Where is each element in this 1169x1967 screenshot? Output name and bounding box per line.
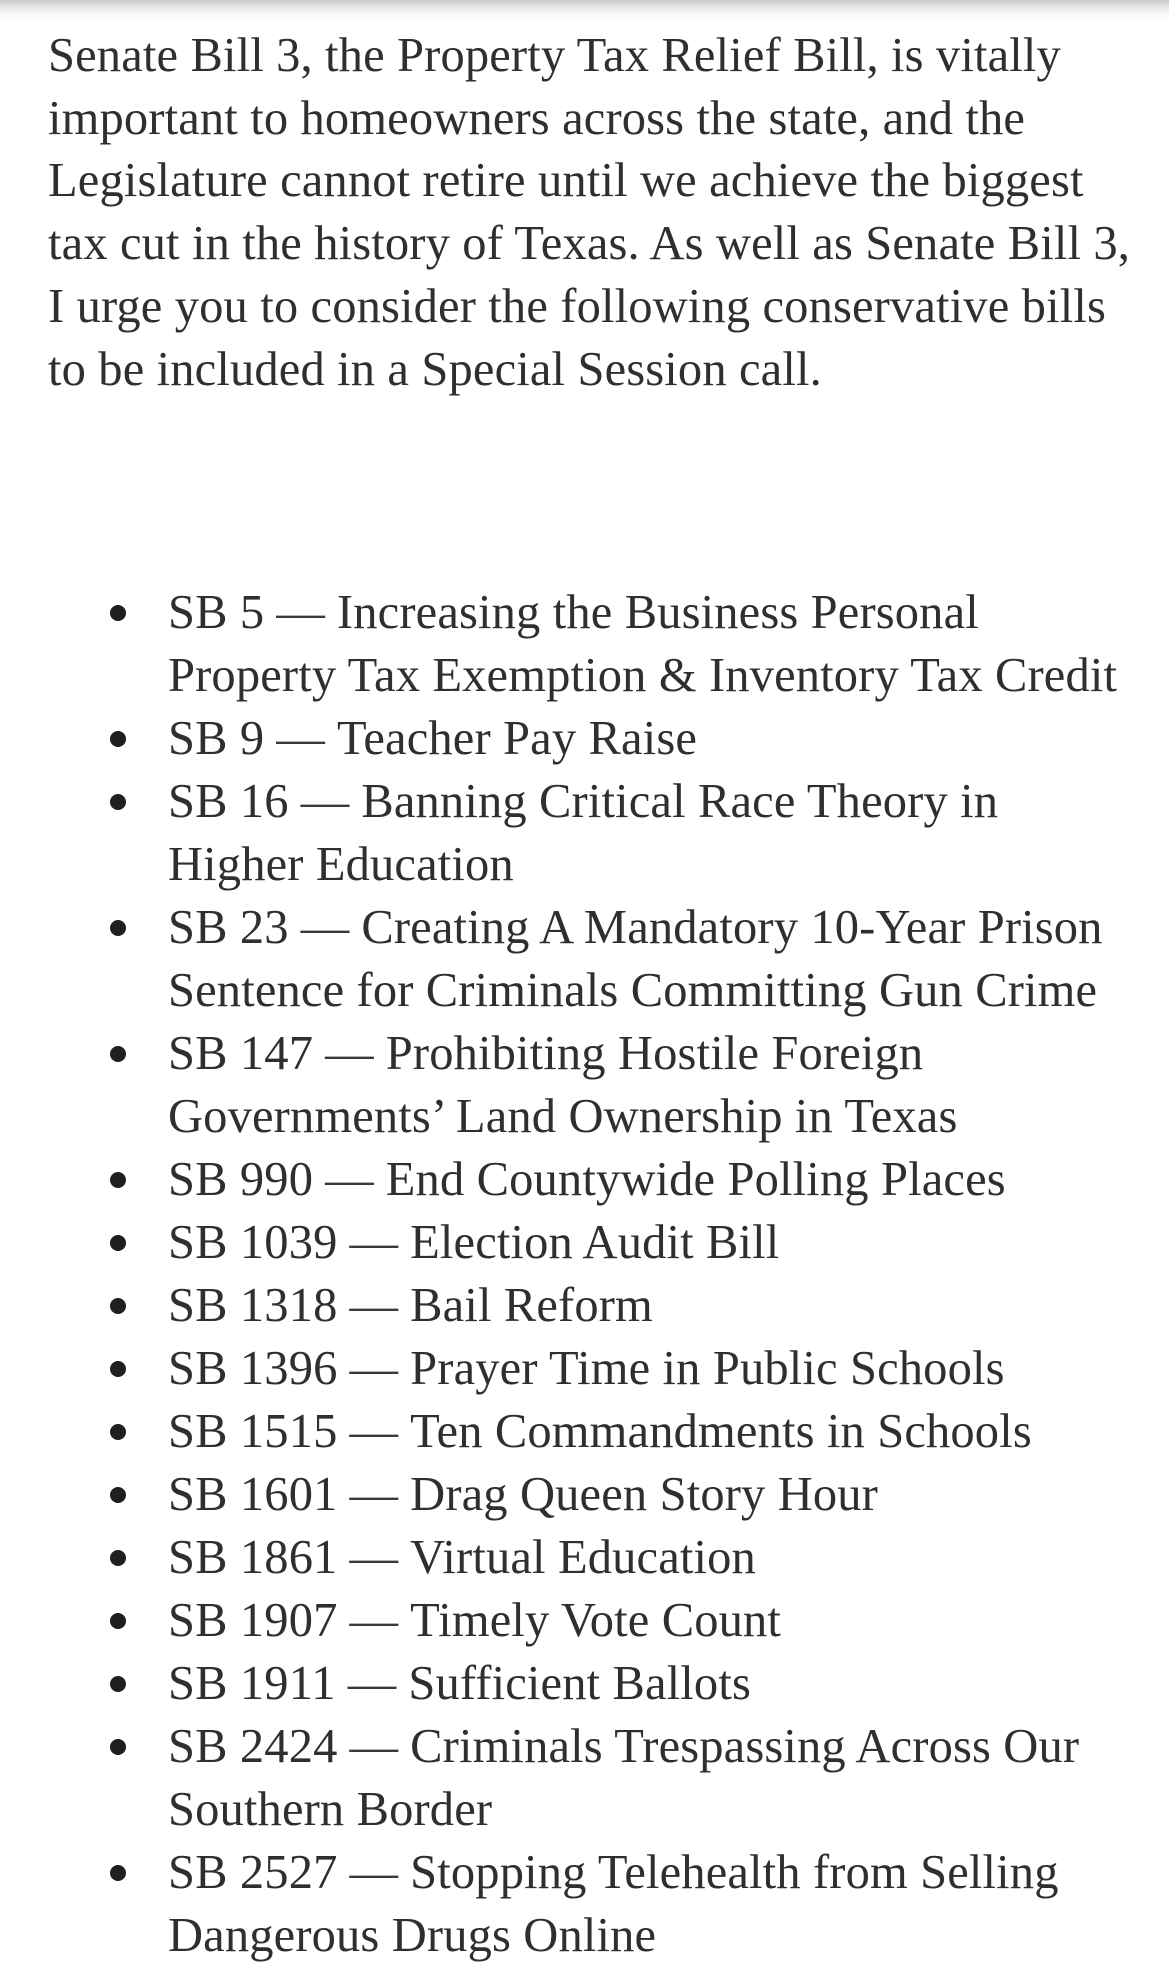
bill-number: SB 1907 [168, 1594, 338, 1648]
bill-title: Teacher Pay Raise [336, 712, 698, 766]
bill-title: Ten Commandments in Schools [410, 1405, 1032, 1459]
em-dash-separator: — [325, 1153, 374, 1207]
em-dash-separator: — [349, 1846, 399, 1900]
bill-title: Prohibiting Hostile Foreign Governments’ Land Ownership in Texas [168, 1027, 958, 1144]
bill-list [48, 581, 1138, 1967]
bill-item-sb-1907 [48, 1589, 1138, 1652]
bill-item-sb-1911 [48, 1652, 1138, 1715]
bill-number: SB 1861 [168, 1531, 338, 1585]
bill-number: SB 1039 [168, 1216, 338, 1270]
em-dash-separator: — [300, 775, 350, 829]
em-dash-separator: — [349, 1594, 399, 1648]
bill-number: SB 1515 [168, 1405, 338, 1459]
bill-item-sb-1601 [48, 1463, 1138, 1526]
em-dash-separator: — [325, 1027, 374, 1081]
em-dash-separator: — [276, 712, 325, 766]
bill-number: SB 2424 [168, 1720, 338, 1774]
bill-title: Criminals Trespassing Across Our Southern Border [168, 1720, 1080, 1837]
em-dash-separator: — [349, 1342, 399, 1396]
em-dash-separator: — [300, 901, 350, 955]
bullet-icon [110, 794, 126, 810]
bill-item-sb-990 [48, 1148, 1138, 1211]
bill-item-sb-1318 [48, 1274, 1138, 1337]
em-dash-separator: — [349, 1468, 399, 1522]
bill-title: Stopping Telehealth from Selling Dangerous Drugs Online [168, 1846, 1059, 1963]
bill-item-sb-5 [48, 581, 1138, 707]
bill-item-sb-23 [48, 896, 1138, 1022]
bill-item-sb-2424 [48, 1715, 1138, 1841]
bullet-icon [110, 1172, 126, 1188]
bill-title: Election Audit Bill [410, 1216, 780, 1270]
em-dash-separator: — [349, 1531, 399, 1585]
intro-paragraph: Senate Bill 3, the Property Tax Relief Bill, is vitally important to homeowners across the state, and the Legislature cannot retire until we achieve the biggest tax cut in the history of Texas. As well as Senate Bill 3, I urge you to consider the following conservative bills to be included in a Special Session call. [48, 29, 1131, 396]
bullet-icon [110, 1550, 126, 1566]
em-dash-separator: — [349, 1279, 399, 1333]
bullet-icon [110, 1865, 126, 1881]
bill-item-sb-1396 [48, 1337, 1138, 1400]
bill-item-sb-147 [48, 1022, 1138, 1148]
bill-number: SB 1396 [168, 1342, 338, 1396]
top-shadow-divider [0, 0, 1169, 20]
bill-number: SB 147 [168, 1027, 314, 1081]
bill-item-sb-1039 [48, 1211, 1138, 1274]
bill-item-sb-1515 [48, 1400, 1138, 1463]
bill-number: SB 23 [168, 901, 289, 955]
bullet-icon [110, 1298, 126, 1314]
bill-item-sb-2527 [48, 1841, 1138, 1967]
bill-title: Timely Vote Count [410, 1594, 782, 1648]
bullet-icon [110, 1046, 126, 1062]
document-body [48, 25, 1138, 1967]
bill-number: SB 1601 [168, 1468, 338, 1522]
bill-number: SB 16 [168, 775, 289, 829]
bullet-icon [110, 1361, 126, 1377]
bill-item-sb-9 [48, 707, 1138, 770]
bullet-icon [110, 920, 126, 936]
bill-number: SB 1318 [168, 1279, 338, 1333]
bill-title: End Countywide Polling Places [385, 1153, 1006, 1207]
em-dash-separator: — [349, 1405, 399, 1459]
bill-title: Banning Critical Race Theory in Higher Education [168, 775, 999, 892]
bullet-icon [110, 1739, 126, 1755]
bullet-icon [110, 605, 126, 621]
bill-title: Sufficient Ballots [408, 1657, 751, 1711]
bullet-icon [110, 1424, 126, 1440]
bill-number: SB 9 [168, 712, 265, 766]
em-dash-separator: — [276, 586, 325, 640]
bill-number: SB 5 [168, 586, 265, 640]
bill-number: SB 1911 [168, 1657, 336, 1711]
bill-title: Creating A Mandatory 10-Year Prison Sentence for Criminals Committing Gun Crime [168, 901, 1103, 1018]
bullet-icon [110, 1613, 126, 1629]
bill-title: Drag Queen Story Hour [410, 1468, 878, 1522]
bullet-icon [110, 1487, 126, 1503]
em-dash-separator: — [349, 1720, 399, 1774]
bullet-icon [110, 1676, 126, 1692]
em-dash-separator: — [347, 1657, 397, 1711]
bill-item-sb-1861 [48, 1526, 1138, 1589]
em-dash-separator: — [349, 1216, 399, 1270]
bullet-icon [110, 731, 126, 747]
bill-title: Prayer Time in Public Schools [410, 1342, 1005, 1396]
bill-item-sb-16 [48, 770, 1138, 896]
bill-title: Virtual Education [410, 1531, 756, 1585]
bill-number: SB 990 [168, 1153, 314, 1207]
bullet-icon [110, 1235, 126, 1251]
bill-title: Increasing the Business Personal Property Tax Exemption & Inventory Tax Credit [168, 586, 1118, 703]
bill-number: SB 2527 [168, 1846, 338, 1900]
bill-title: Bail Reform [410, 1279, 653, 1333]
